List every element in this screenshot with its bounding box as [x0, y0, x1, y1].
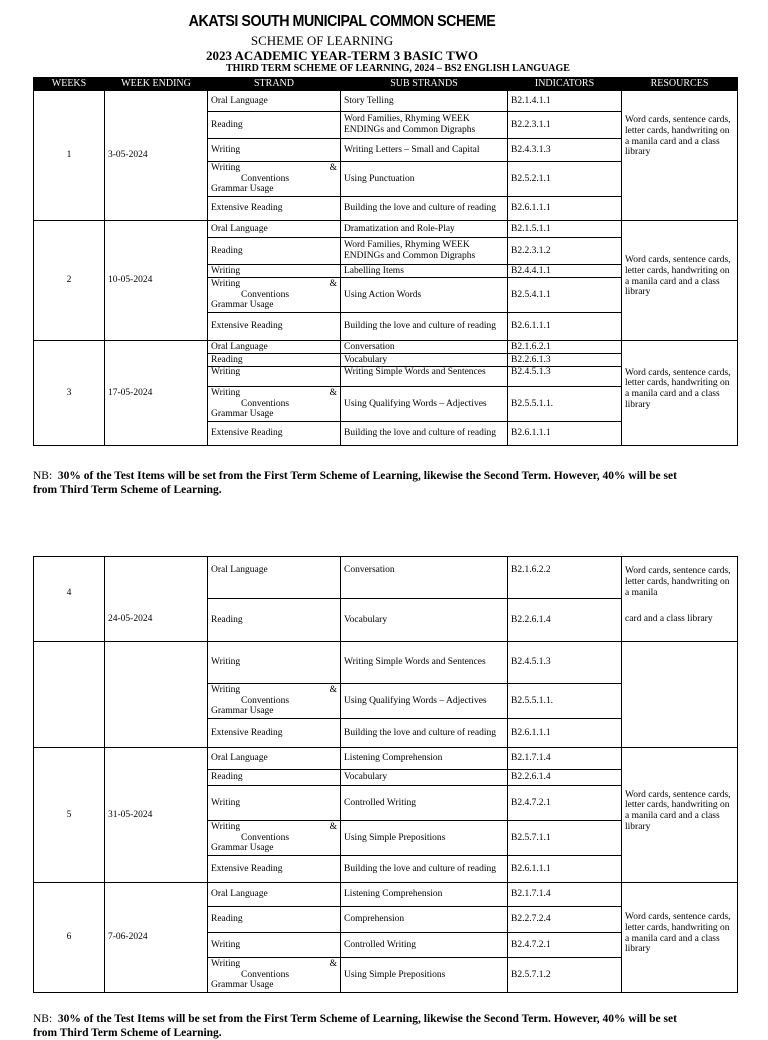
strand-label: Conventions [241, 173, 290, 184]
strand-label: Writing [211, 279, 241, 290]
note-body: 30% of the Test Items will be set from the First Term Scheme of Learning, likewise the Second Term. However, 40% will be set from Third Term Scheme of Learning. [33, 1013, 677, 1039]
sub-strand-cell: Building the love and culture of reading [341, 856, 508, 883]
sub-strand-cell: Conversation [341, 341, 508, 354]
strand-cell: Extensive Reading [208, 197, 341, 221]
resources-cell [622, 557, 738, 599]
strand-cell: Reading [208, 112, 341, 139]
sub-strand-cell: Labelling Items [341, 265, 508, 278]
strand-label: Grammar Usage [211, 706, 274, 717]
resources-cell [622, 221, 738, 341]
resources-cell [622, 748, 738, 883]
table-row [34, 748, 738, 770]
sub-strand-cell: Building the love and culture of reading [341, 197, 508, 221]
indicator-cell: B2.4.5.1.3 [508, 642, 622, 684]
sub-strand-cell: Vocabulary [341, 599, 508, 642]
indicator-cell: B2.5.5.1.1. [508, 684, 622, 719]
strand-cell: Writing [208, 933, 341, 958]
col-header-week-ending: WEEK ENDING [105, 78, 208, 91]
resources-text: Word cards, sentence cards, letter cards, handwriting on a manila card and a class library [625, 912, 731, 955]
week-ending: 17-05-2024 [105, 341, 208, 446]
week-ending-top [105, 557, 208, 599]
sub-strand-cell: Building the love and culture of reading [341, 719, 508, 748]
col-header-weeks: WEEKS [34, 78, 105, 91]
sub-strand-cell: Story Telling [341, 91, 508, 112]
organization-title: AKATSI SOUTH MUNICIPAL COMMON SCHEME [188, 13, 496, 30]
strand-cell: Extensive Reading [208, 856, 341, 883]
strand-cell-writing-conventions [208, 278, 341, 313]
indicator-cell: B2.6.1.1.1 [508, 422, 622, 446]
indicator-cell: B2.5.5.1.1. [508, 387, 622, 422]
strand-cell: Writing [208, 642, 341, 684]
week-ending-cont [105, 642, 208, 748]
indicator-cell: B2.1.7.1.4 [508, 748, 622, 770]
indicator-cell: B2.6.1.1.1 [508, 719, 622, 748]
indicator-cell: B2.2.6.1.3 [508, 354, 622, 367]
sub-strand-cell: Word Families, Rhyming WEEK ENDINGs and Common Digraphs [341, 112, 508, 139]
strand-cell: Oral Language [208, 341, 341, 354]
strand-label: Conventions [241, 695, 290, 706]
strand-cell-writing-conventions [208, 958, 341, 993]
resources-cell [622, 883, 738, 993]
strand-cell-writing-conventions [208, 387, 341, 422]
indicator-cell: B2.4.4.1.1 [508, 265, 622, 278]
sub-strand-cell: Conversation [341, 557, 508, 599]
sub-strand-cell: Using Qualifying Words – Adjectives [341, 684, 508, 719]
strand-cell: Reading [208, 354, 341, 367]
week-ending: 3-05-2024 [105, 91, 208, 221]
indicator-cell: B2.2.7.2.4 [508, 907, 622, 933]
indicator-cell: B2.6.1.1.1 [508, 856, 622, 883]
strand-cell: Writing [208, 367, 341, 387]
ampersand: & [329, 279, 337, 290]
sub-strand-cell: Building the love and culture of reading [341, 313, 508, 341]
strand-label: Writing [211, 388, 241, 399]
indicator-cell: B2.2.3.1.1 [508, 112, 622, 139]
sub-strand-cell: Using Action Words [341, 278, 508, 313]
strand-cell: Oral Language [208, 221, 341, 238]
indicator-cell: B2.5.2.1.1 [508, 162, 622, 197]
sub-strand-cell: Listening Comprehension [341, 748, 508, 770]
ampersand: & [329, 959, 337, 970]
week-number: 3 [34, 341, 105, 446]
week-number-cont [34, 599, 105, 642]
sub-strand-cell: Vocabulary [341, 354, 508, 367]
strand-label: Writing [211, 959, 241, 970]
subject-title: THIRD TERM SCHEME OF LEARNING, 2024 – BS2 ENGLISH LANGUAGE [226, 63, 570, 74]
strand-cell-writing-conventions [208, 684, 341, 719]
indicator-cell: B2.4.5.1.3 [508, 367, 622, 387]
scheme-table-page-1 [33, 77, 738, 446]
term-title: 2023 ACADEMIC YEAR-TERM 3 BASIC TWO [206, 48, 478, 63]
resources-text: Word cards, sentence cards, letter cards, handwriting on a manila card and a class library [625, 115, 731, 158]
table-row [34, 599, 738, 642]
strand-cell: Reading [208, 238, 341, 265]
strand-cell: Extensive Reading [208, 422, 341, 446]
resources-cell-cont [622, 642, 738, 748]
table-row [34, 221, 738, 238]
strand-cell: Writing [208, 786, 341, 821]
table-header-row [34, 78, 738, 91]
table-row [34, 341, 738, 354]
sub-strand-cell: Writing Letters – Small and Capital [341, 139, 508, 162]
resources-cell [622, 91, 738, 221]
week-ending: 10-05-2024 [105, 221, 208, 341]
table-row [34, 557, 738, 599]
note-prefix: NB: [33, 1013, 53, 1025]
resources-text: Word cards, sentence cards, letter cards, handwriting on a manila card and a class library [625, 367, 731, 410]
col-header-strand: STRAND [208, 78, 341, 91]
sub-strand-cell: Comprehension [341, 907, 508, 933]
sub-strand-cell: Vocabulary [341, 770, 508, 786]
sub-strand-cell: Dramatization and Role-Play [341, 221, 508, 238]
table-row [34, 91, 738, 112]
sub-strand-cell: Word Families, Rhyming WEEK ENDINGs and Common Digraphs [341, 238, 508, 265]
strand-cell: Reading [208, 599, 341, 642]
strand-label: Writing [211, 685, 241, 696]
week-number: 5 [34, 748, 105, 883]
indicator-cell: B2.1.6.2.2 [508, 557, 622, 599]
strand-label: Grammar Usage [211, 300, 274, 311]
indicator-cell: B2.1.7.1.4 [508, 883, 622, 907]
strand-cell: Reading [208, 907, 341, 933]
resources-cell-cont: card and a class library [622, 599, 738, 642]
note-body: 30% of the Test Items will be set from the First Term Scheme of Learning, likewise the Second Term. However, 40% will be set from Third Term Scheme of Learning. [33, 470, 677, 496]
sub-strand-cell: Writing Simple Words and Sentences [341, 367, 508, 387]
sub-strand-cell: Writing Simple Words and Sentences [341, 642, 508, 684]
indicator-cell: B2.4.7.2.1 [508, 933, 622, 958]
ampersand: & [329, 388, 337, 399]
sub-strand-cell: Controlled Writing [341, 933, 508, 958]
indicator-cell: B2.1.5.1.1 [508, 221, 622, 238]
sub-strand-cell: Listening Comprehension [341, 883, 508, 907]
indicator-cell: B2.6.1.1.1 [508, 197, 622, 221]
col-header-indicators: INDICATORS [508, 78, 622, 91]
week-number: 4 [34, 557, 105, 599]
strand-label: Conventions [241, 969, 290, 980]
strand-label: Grammar Usage [211, 409, 274, 420]
strand-label: Grammar Usage [211, 843, 274, 854]
resources-text: Word cards, sentence cards, letter cards, handwriting on a manila card and a class library [625, 789, 731, 832]
strand-cell: Writing [208, 139, 341, 162]
note-text [33, 470, 693, 497]
indicator-cell: B2.2.3.1.2 [508, 238, 622, 265]
resources-text-top: Word cards, sentence cards, letter cards, handwriting on a manila [625, 566, 731, 598]
strand-cell: Extensive Reading [208, 313, 341, 341]
indicator-cell: B2.1.4.1.1 [508, 91, 622, 112]
strand-label: Conventions [241, 398, 290, 409]
indicator-cell: B2.4.3.1.3 [508, 139, 622, 162]
sub-strand-cell: Using Simple Prepositions [341, 821, 508, 856]
indicator-cell: B2.1.6.2.1 [508, 341, 622, 354]
week-number: 1 [34, 91, 105, 221]
sub-strand-cell: Using Punctuation [341, 162, 508, 197]
week-number: 6 [34, 883, 105, 993]
document-title: SCHEME OF LEARNING [250, 33, 394, 48]
scheme-table-page-2 [33, 556, 738, 993]
indicator-cell: B2.5.4.1.1 [508, 278, 622, 313]
indicator-cell: B2.2.6.1.4 [508, 599, 622, 642]
strand-cell: Oral Language [208, 557, 341, 599]
strand-cell-writing-conventions [208, 821, 341, 856]
strand-cell: Oral Language [208, 91, 341, 112]
col-header-resources: RESOURCES [622, 78, 738, 91]
sub-strand-cell: Using Simple Prepositions [341, 958, 508, 993]
ampersand: & [329, 163, 337, 174]
week-ending: 24-05-2024 [105, 599, 208, 642]
table-row [34, 642, 738, 684]
strand-label: Conventions [241, 832, 290, 843]
sub-strand-cell: Building the love and culture of reading [341, 422, 508, 446]
strand-cell: Extensive Reading [208, 719, 341, 748]
strand-label: Grammar Usage [211, 980, 274, 991]
sub-strand-cell: Controlled Writing [341, 786, 508, 821]
ampersand: & [329, 822, 337, 833]
week-ending: 31-05-2024 [105, 748, 208, 883]
strand-label: Conventions [241, 289, 290, 300]
ampersand: & [329, 685, 337, 696]
indicator-cell: B2.6.1.1.1 [508, 313, 622, 341]
week-number-cont [34, 642, 105, 748]
strand-label: Grammar Usage [211, 184, 274, 195]
resources-cell [622, 341, 738, 446]
week-ending: 7-06-2024 [105, 883, 208, 993]
indicator-cell: B2.4.7.2.1 [508, 786, 622, 821]
col-header-sub-strands: SUB STRANDS [341, 78, 508, 91]
table-row [34, 883, 738, 907]
indicator-cell: B2.2.6.1.4 [508, 770, 622, 786]
note-prefix: NB: [33, 470, 53, 482]
strand-cell: Oral Language [208, 748, 341, 770]
strand-label: Writing [211, 163, 241, 174]
strand-cell: Oral Language [208, 883, 341, 907]
indicator-cell: B2.5.7.1.1 [508, 821, 622, 856]
strand-cell: Reading [208, 770, 341, 786]
resources-text: Word cards, sentence cards, letter cards, handwriting on a manila card and a class library [625, 255, 731, 298]
sub-strand-cell: Using Qualifying Words – Adjectives [341, 387, 508, 422]
week-number: 2 [34, 221, 105, 341]
indicator-cell: B2.5.7.1.2 [508, 958, 622, 993]
strand-cell: Writing [208, 265, 341, 278]
strand-label: Writing [211, 822, 241, 833]
strand-cell-writing-conventions [208, 162, 341, 197]
note-text-repeat [33, 1013, 693, 1040]
